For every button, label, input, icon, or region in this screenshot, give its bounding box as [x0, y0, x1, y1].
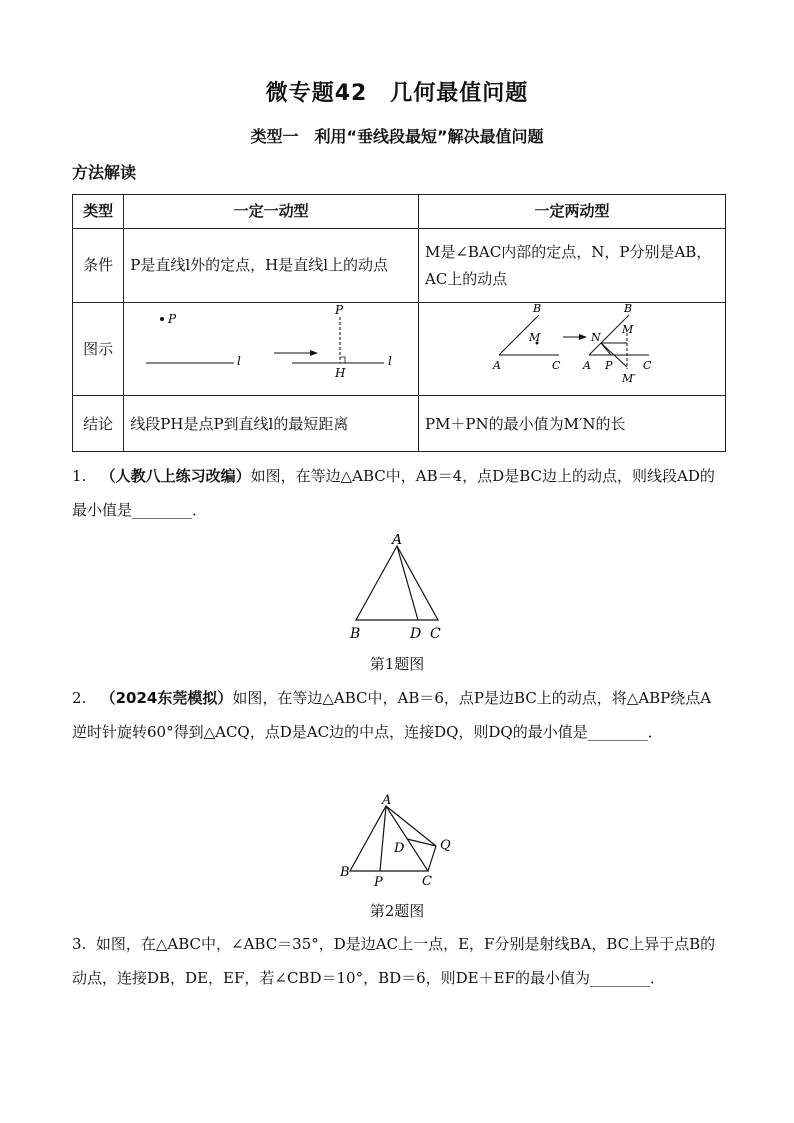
problem-1	[72, 460, 726, 528]
figure-2-caption: 第2题图	[369, 902, 425, 920]
svg-text:M: M	[621, 323, 634, 336]
svg-text:C: C	[422, 874, 432, 889]
condition-one-moving: P是直线l外的定点，H是直线l上的动点	[124, 229, 419, 303]
diagram-one-moving	[124, 303, 419, 396]
svg-text:N: N	[590, 331, 601, 344]
svg-text:B: B	[340, 865, 350, 880]
type-subtitle: 类型一 利用“垂线段最短”解决最值问题	[250, 127, 544, 146]
figure-1	[342, 534, 452, 646]
method-table	[72, 194, 726, 452]
problem-3	[72, 928, 726, 996]
header-type: 类型	[73, 195, 124, 229]
problem-number: 2.	[72, 689, 87, 707]
svg-text:P: P	[335, 303, 344, 317]
svg-text:B: B	[532, 303, 542, 315]
svg-text:D: D	[410, 626, 422, 642]
problem-text: 如图，在等边△ABC中，AB＝6，点P是边BC上的动点，将△ABP绕点A逆时针旋转60°得到△ACQ，点D是AC边的中点，连接DQ，则DQ的最小值是________．	[72, 689, 712, 741]
svg-text:C: C	[642, 359, 652, 372]
svg-text:D: D	[394, 841, 405, 856]
problem-number: 1.	[72, 467, 87, 485]
svg-text:P: P	[168, 312, 177, 326]
svg-text:H: H	[335, 366, 346, 380]
header-one-moving: 一定一动型	[124, 195, 419, 229]
svg-text:A: A	[382, 794, 392, 808]
svg-text:A: A	[582, 359, 591, 372]
section-heading: 方法解读	[72, 163, 137, 182]
perpendicular-diagram	[124, 303, 416, 387]
svg-text:P: P	[374, 875, 383, 890]
problem-source: （人教八上练习改编）	[100, 467, 251, 485]
figure-1-caption: 第1题图	[369, 655, 425, 673]
diagram-two-moving	[418, 303, 725, 396]
problem-number: 3.	[72, 935, 87, 953]
svg-text:C: C	[551, 359, 561, 372]
svg-text:B: B	[350, 626, 361, 642]
reflection-diagram	[419, 303, 725, 387]
row-label-diagram: 图示	[73, 303, 124, 396]
svg-text:A: A	[392, 534, 403, 548]
svg-text:M: M	[528, 331, 541, 344]
table-row	[73, 229, 726, 303]
table-row	[73, 396, 726, 452]
problem-source: （2024东莞模拟）	[100, 689, 233, 707]
conclusion-two-moving: PM＋PN的最小值为M′N的长	[418, 396, 725, 452]
row-label-condition: 条件	[73, 229, 124, 303]
figure-2	[336, 794, 462, 890]
problem-text: 如图，在△ABC中，∠ABC＝35°，D是边AC上一点，E，F分别是射线BA，BC上异于点B的动点，连接DB，DE，EF，若∠CBD＝10°，BD＝6，则DE＋EF的最小值为________．	[72, 935, 716, 987]
svg-text:C: C	[430, 626, 441, 642]
svg-text:B: B	[623, 303, 633, 315]
conclusion-one-moving: 线段PH是点P到直线l的最短距离	[124, 396, 419, 452]
svg-text:Q: Q	[440, 838, 451, 853]
problem-2	[72, 682, 726, 750]
svg-text:M′: M′	[621, 372, 636, 385]
svg-text:l: l	[237, 354, 242, 368]
problem-text: 如图，在等边△ABC中，AB＝4，点D是BC边上的动点，则线段AD的最小值是________．	[72, 467, 715, 519]
page-title: 微专题42 几何最值问题	[265, 81, 529, 106]
table-row	[73, 303, 726, 396]
svg-text:A: A	[492, 359, 501, 372]
svg-text:P: P	[604, 359, 613, 372]
row-label-conclusion: 结论	[73, 396, 124, 452]
svg-text:l: l	[388, 354, 393, 368]
table-header-row	[73, 195, 726, 229]
condition-two-moving: M是∠BAC内部的定点，N，P分别是AB，AC上的动点	[418, 229, 725, 303]
header-two-moving: 一定两动型	[418, 195, 725, 229]
